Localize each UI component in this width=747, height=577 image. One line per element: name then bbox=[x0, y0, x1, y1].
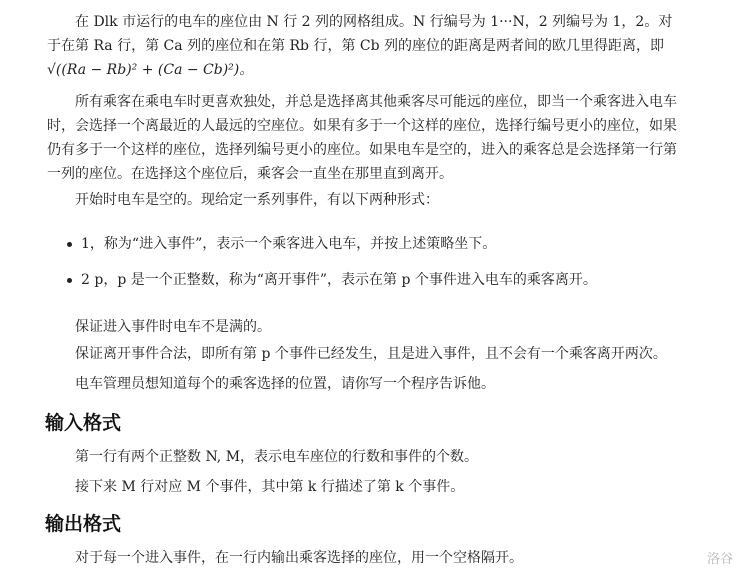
event-enter-text: 1，称为“进入事件”，表示一个乘客进入电车，并按上述策略坐下。 bbox=[81, 236, 497, 252]
text-line: 所有乘客在乘电车时更喜欢独处，并总是选择离其他乘客尽可能远的座位，即当一个乘客进入电车 bbox=[75, 94, 677, 110]
input-format-heading: 输入格式 bbox=[45, 412, 122, 434]
input-format-line-2 bbox=[47, 475, 707, 499]
text-line: 保证进入事件时电车不是满的。 bbox=[75, 319, 271, 335]
text-line: 对于每一个进入事件，在一行内输出乘客选择的座位，用一个空格隔开。 bbox=[75, 550, 523, 566]
text-line: 保证离开事件合法，即所有第 p 个事件已经发生，且是进入事件，且不会有一个乘客离开两次。 bbox=[75, 346, 667, 362]
bullet-icon bbox=[67, 242, 72, 247]
text-line: 一列的座位。在选择这个座位后，乘客会一直坐在那里直到离开。 bbox=[47, 166, 453, 182]
text-line: 仍有多于一个这样的座位，选择列编号更小的座位。如果电车是空的，进入的乘客总是会选择第一行第 bbox=[47, 142, 677, 158]
output-format-heading: 输出格式 bbox=[45, 513, 122, 535]
text-line: 于在第 Ra 行，第 Ca 列的座位和在第 Rb 行，第 Cb 列的座位的距离是两者间的欧几里得距离，即 bbox=[47, 38, 665, 54]
description-paragraph-3 bbox=[47, 188, 707, 212]
event-list bbox=[47, 232, 707, 292]
input-format-line-1 bbox=[47, 445, 707, 469]
guarantee-paragraph-2 bbox=[47, 342, 707, 366]
text-line: 第一行有两个正整数 N, M，表示电车座位的行数和事件的个数。 bbox=[75, 449, 479, 465]
text-line: 在 Dlk 市运行的电车的座位由 N 行 2 列的网格组成。N 行编号为 1···N，2 列编号为 1，2。对 bbox=[75, 14, 673, 30]
text-line: 时，会选择一个离最近的人最远的空座位。如果有多于一个这样的座位，选择行编号更小的座位，如果 bbox=[47, 118, 677, 134]
list-item bbox=[47, 232, 707, 256]
text-line: 开始时电车是空的。现给定一系列事件，有以下两种形式： bbox=[75, 192, 439, 208]
description-paragraph-1 bbox=[47, 10, 707, 82]
bullet-icon bbox=[67, 278, 72, 283]
text-line: 接下来 M 行对应 M 个事件，其中第 k 行描述了第 k 个事件。 bbox=[75, 479, 465, 495]
distance-formula: √((Ra − Rb)² + (Ca − Cb)²)。 bbox=[47, 62, 254, 78]
description-paragraph-2 bbox=[47, 90, 707, 186]
closing-paragraph bbox=[47, 372, 707, 396]
output-format-line-1 bbox=[47, 546, 707, 570]
text-line: 电车管理员想知道每个的乘客选择的位置，请你写一个程序告诉他。 bbox=[75, 376, 495, 392]
luogu-watermark: 洛谷 bbox=[706, 552, 733, 567]
event-leave-text: 2 p，p 是一个正整数，称为“离开事件”，表示在第 p 个事件进入电车的乘客离开。 bbox=[81, 272, 597, 288]
guarantee-paragraph-1 bbox=[47, 315, 707, 339]
list-item bbox=[47, 268, 707, 292]
